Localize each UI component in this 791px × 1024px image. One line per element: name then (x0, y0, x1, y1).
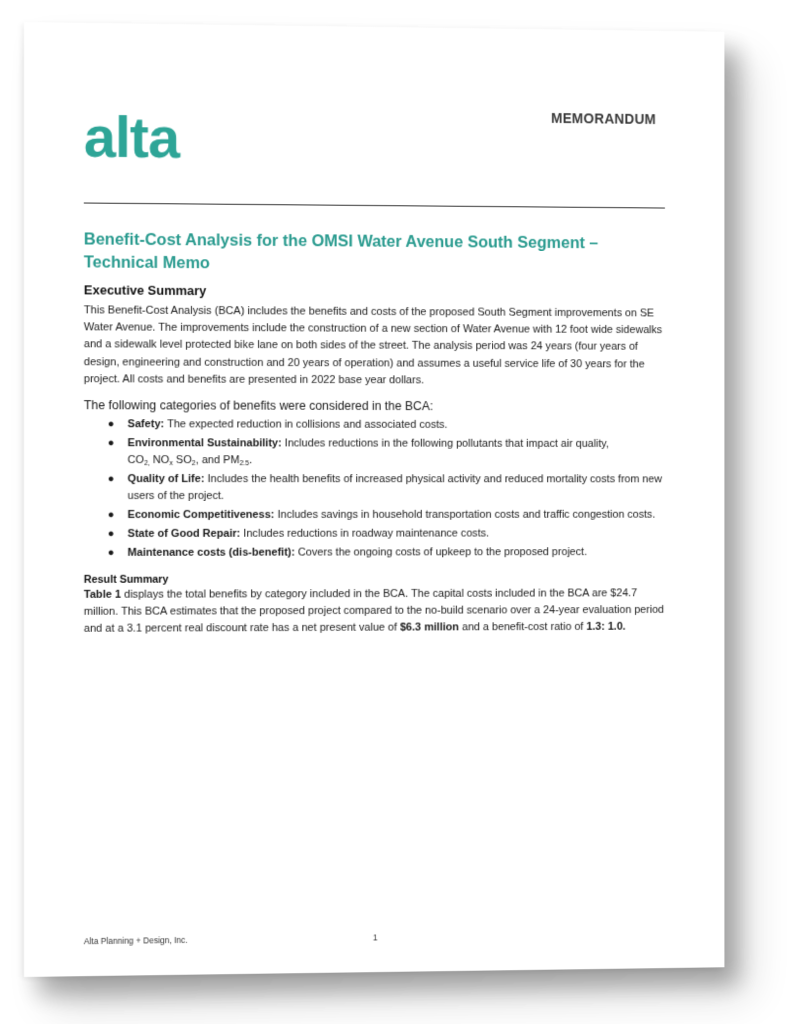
list-item: ● State of Good Repair: Includes reductions in roadway maintenance costs. (108, 526, 665, 543)
list-item: ● Maintenance costs (dis-benefit): Covers the ongoing costs of upkeep to the proposed project. (108, 544, 665, 562)
bullet-icon: ● (107, 418, 115, 431)
benefits-intro: The following categories of benefits were considered in the BCA: (83, 398, 434, 414)
result-summary-paragraph: Table 1 displays the total benefits by category included in the BCA. The capital costs included in the BCA are $24.7 million. This BCA estimates that the proposed project compared to the no-build scenario over a 24-year evaluation period and at a 3.1 percent real discount rate has a net present value of $6.3 million and a benefit-cost ratio of 1.3: 1.0. (83, 587, 664, 636)
header-divider (84, 203, 665, 209)
alta-logo: alta (83, 104, 180, 171)
bullet-icon: ● (107, 437, 115, 450)
memo-label: MEMORANDUM (551, 110, 657, 127)
footer-company: Alta Planning + Design, Inc. (83, 934, 188, 947)
list-item: ● Safety: The expected reduction in collisions and associated costs. (108, 416, 665, 434)
benefits-list (84, 416, 665, 562)
bullet-icon: ● (107, 473, 115, 486)
page-number: 1 (372, 932, 378, 943)
result-summary-heading: Result Summary (83, 573, 169, 586)
bullet-icon: ● (107, 546, 115, 559)
list-item: ● Environmental Sustainability: Includes reductions in the following pollutants that impact air quality, $CO_{2,}$ $NO_x$ $SO_2$, and $PM_{2.5}$. (107, 437, 609, 468)
memo-body (84, 228, 665, 648)
pollutant-list: $CO_{2,}$ $NO_x$ $SO_2$, and $PM_{2.5}$. (127, 454, 253, 468)
executive-summary-heading: Executive Summary (83, 282, 207, 299)
page-title: Benefit-Cost Analysis for the OMSI Water Avenue South Segment – Technical Memo (83, 230, 599, 273)
bullet-icon: ● (107, 527, 115, 540)
bullet-icon: ● (107, 508, 115, 521)
executive-summary-paragraph: This Benefit-Cost Analysis (BCA) includes the benefits and costs of the proposed South Segment improvements on SE Water Avenue. The improvements include the construction of a new section of Water Avenue with 12 foot wide sidewalks and a sidewalk level protected bike lane on both sides of the street. The analysis period was 24 years (four years of design, engineering and construction and 20 years of operation) and assumes a useful service life of 30 years for the project. All costs and benefits are presented in 2022 base year dollars. (83, 304, 663, 387)
list-item: ● Economic Competitiveness: Includes savings in household transportation costs and traffic congestion costs. (108, 507, 665, 524)
memo-page (24, 22, 724, 977)
list-item: ● Quality of Life: Includes the health benefits of increased physical activity and reduced mortality costs from new users of the project. (107, 473, 662, 503)
